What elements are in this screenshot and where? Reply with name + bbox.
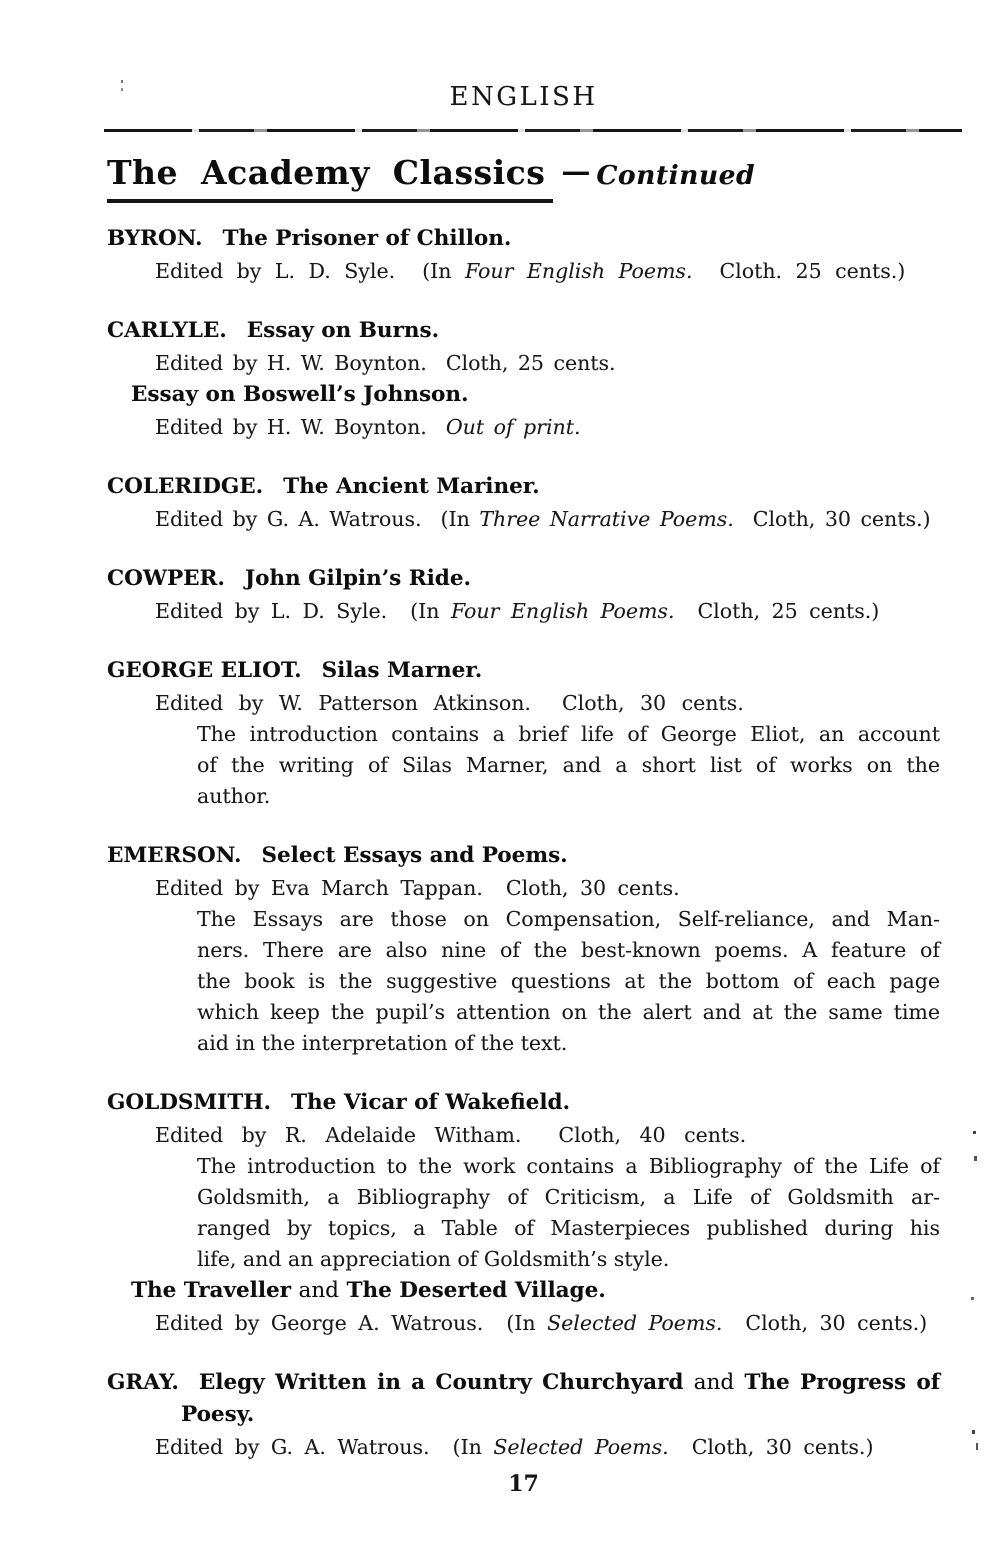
edition-text: Edited by G. A. Watrous. (In <box>155 507 480 531</box>
work-title-connector: and <box>693 1370 735 1395</box>
work-title: Essay on Burns. <box>246 318 440 343</box>
entry-heading <box>107 471 940 503</box>
subwork-title: Essay on Boswell’s Johnson. <box>131 382 469 407</box>
description-paragraph <box>197 1151 940 1275</box>
edition-text: Edited by G. A. Watrous. (In <box>155 1435 494 1459</box>
entry-heading <box>107 655 940 687</box>
author-name: EMERSON. <box>107 843 242 868</box>
header-rule <box>104 129 962 132</box>
edition-line <box>155 411 940 443</box>
author-name: CARLYLE. <box>107 318 227 343</box>
availability-note: Out of print. <box>445 415 581 439</box>
description-line: the book is the suggestive questions at the bottom of each page <box>197 969 940 993</box>
scan-artifact <box>973 1131 976 1134</box>
description-line: aid in the interpretation of the text. <box>197 1031 568 1055</box>
edition-price: Cloth, 30 cents.) <box>722 1311 928 1335</box>
edition-text: Edited by L. D. Syle. (In <box>155 599 451 623</box>
page-number: 17 <box>508 1471 539 1497</box>
work-title: The Vicar of Wakefield. <box>291 1090 571 1115</box>
edition-line <box>155 1307 940 1339</box>
author-name: GOLDSMITH. <box>107 1090 272 1115</box>
work-title: John Gilpin’s Ride. <box>244 566 472 591</box>
series-volume-name: Selected Poems. <box>547 1311 723 1335</box>
author-name: BYRON. <box>107 226 203 251</box>
page-content <box>107 150 940 1499</box>
work-title: The Ancient Mariner. <box>283 474 540 499</box>
description-line: ners. There are also nine of the best-known poems. A feature of <box>197 938 940 962</box>
work-title: Select Essays and Poems. <box>261 843 568 868</box>
author-name: COLERIDGE. <box>107 474 264 499</box>
series-title: The Academy Classics <box>107 152 553 203</box>
author-name: GRAY. <box>107 1370 179 1395</box>
entry-heading <box>107 840 940 872</box>
work-title-part: The Progress of <box>744 1370 940 1395</box>
author-name: GEORGE ELIOT. <box>107 658 302 683</box>
description-line: The introduction to the work contains a Bibliography of the Life of <box>197 1154 940 1178</box>
description-line: The introduction contains a brief life of George Eliot, an account <box>197 722 940 746</box>
catalog-entry-george-eliot <box>107 655 940 812</box>
description-line: Goldsmith, a Bibliography of Criticism, a Life of Goldsmith ar- <box>197 1185 940 1209</box>
title-dash: — <box>561 154 591 188</box>
scan-artifact <box>972 1430 975 1434</box>
catalog-entry-emerson <box>107 840 940 1059</box>
description-line: ranged by topics, a Table of Masterpieces published during his <box>197 1216 940 1240</box>
scan-artifact <box>121 80 123 83</box>
running-head: ENGLISH <box>449 82 598 112</box>
edition-price: Cloth, 30 cents.) <box>733 507 931 531</box>
edition-text: Edited by H. W. Boynton. <box>155 415 446 439</box>
edition-text: Edited by W. Patterson Atkinson. Cloth, 30 cents. <box>155 691 744 715</box>
edition-text: Edited by L. D. Syle. (In <box>155 259 465 283</box>
scan-artifact <box>974 1156 977 1161</box>
edition-line <box>155 503 940 535</box>
series-volume-name: Four English Poems. <box>464 259 693 283</box>
page-title <box>107 150 940 203</box>
edition-line <box>155 595 940 627</box>
work-title-second-line: Poesy. <box>181 1402 255 1427</box>
catalog-entry-gray <box>107 1367 940 1463</box>
description-paragraph <box>197 719 940 812</box>
catalog-entry-cowper <box>107 563 940 627</box>
edition-line <box>155 1119 940 1151</box>
title-continued-label: Continued <box>596 160 756 191</box>
description-paragraph <box>197 904 940 1059</box>
subwork-title-part: The Deserted Village. <box>346 1278 606 1303</box>
edition-line <box>155 255 940 287</box>
entry-heading <box>107 1367 940 1399</box>
description-line: which keep the pupil’s attention on the alert and at the same time <box>197 1000 940 1024</box>
entry-heading <box>107 223 940 255</box>
catalog-entry-goldsmith <box>107 1087 940 1339</box>
scan-artifact <box>976 1443 978 1450</box>
subwork-title-part: The Traveller <box>131 1278 292 1303</box>
edition-line <box>155 872 940 904</box>
description-line: life, and an appreciation of Goldsmith’s style. <box>197 1247 670 1271</box>
scan-artifact <box>121 88 123 91</box>
entry-heading <box>107 315 940 347</box>
work-title: The Prisoner of Chillon. <box>222 226 512 251</box>
edition-line <box>155 1431 940 1463</box>
edition-line <box>155 687 940 719</box>
edition-text: Edited by R. Adelaide Witham. Cloth, 40 cents. <box>155 1123 747 1147</box>
edition-price: Cloth. 25 cents.) <box>692 259 906 283</box>
catalog-entry-carlyle <box>107 315 940 443</box>
author-name: COWPER. <box>107 566 225 591</box>
edition-text: Edited by George A. Watrous. (In <box>155 1311 548 1335</box>
description-line: of the writing of Silas Marner, and a short list of works on the <box>197 753 940 777</box>
catalog-entry-coleridge <box>107 471 940 535</box>
work-title: Silas Marner. <box>321 658 483 683</box>
subwork-title <box>131 1275 940 1307</box>
scan-artifact <box>971 1297 974 1300</box>
subwork-title-connector: and <box>298 1278 339 1303</box>
edition-price: Cloth, 30 cents.) <box>668 1435 874 1459</box>
series-volume-name: Three Narrative Poems. <box>479 507 734 531</box>
catalog-entry-byron <box>107 223 940 287</box>
edition-text: Edited by Eva March Tappan. Cloth, 30 cents. <box>155 876 680 900</box>
description-line: author. <box>197 784 271 808</box>
work-title-part: Elegy Written in a Country Churchyard <box>198 1370 684 1395</box>
edition-line <box>155 347 940 379</box>
edition-price: Cloth, 25 cents.) <box>674 599 880 623</box>
series-volume-name: Selected Poems. <box>493 1435 669 1459</box>
entry-heading <box>107 563 940 595</box>
description-line: The Essays are those on Compensation, Self-reliance, and Man- <box>197 907 940 931</box>
edition-text: Edited by H. W. Boynton. Cloth, 25 cents. <box>155 351 616 375</box>
series-volume-name: Four English Poems. <box>450 599 675 623</box>
entry-heading <box>107 1087 940 1119</box>
